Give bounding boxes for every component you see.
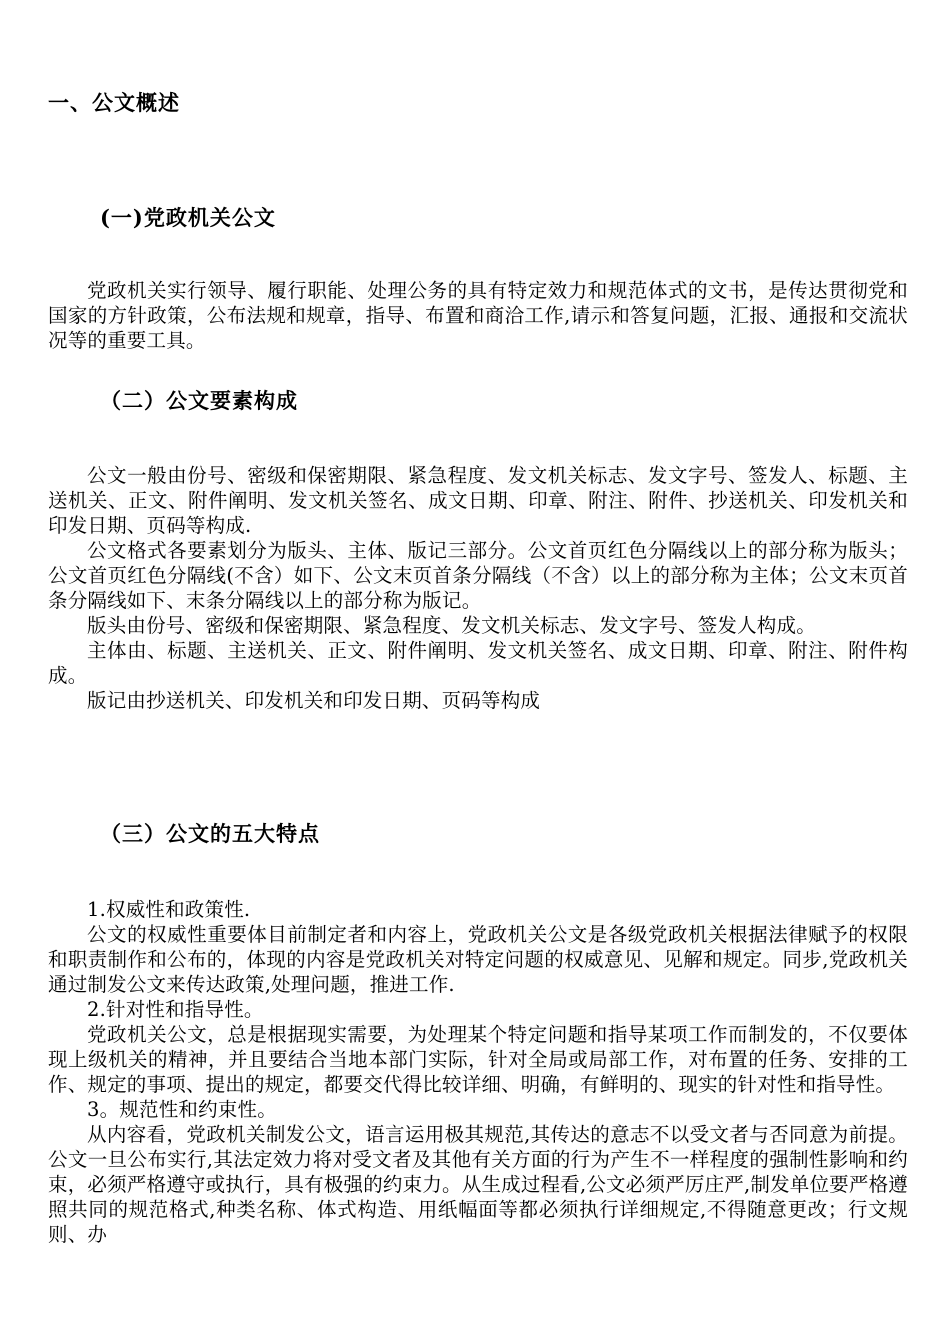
subsection-body-features [48, 897, 908, 1247]
paragraph: 1.权威性和政策性. [87, 898, 251, 921]
paragraph: 公文一般由份号、密级和保密期限、紧急程度、发文机关标志、发文字号、签发人、标题、主送机关、正文、附件阐明、发文机关签名、成文日期、印章、附注、附件、抄送机关、印发机关和印发日期、页码等构成. [48, 464, 908, 537]
subsection-title-elements: （二）公文要素构成 [100, 388, 298, 413]
paragraph: 公文格式各要素划分为版头、主体、版记三部分。公文首页红色分隔线以上的部分称为版头；公文首页红色分隔线(不含）如下、公文末页首条分隔线（不含）以上的部分称为主体；公文末页首条分隔线如下、末条分隔线以上的部分称为版记。 [48, 539, 908, 612]
section-title-overview: 一、公文概述 [48, 90, 180, 115]
paragraph: 版头由份号、密级和保密期限、紧急程度、发文机关标志、发文字号、签发人构成。 [87, 614, 816, 637]
subsection-title-features: （三）公文的五大特点 [100, 821, 320, 846]
subsection-body-elements [48, 463, 908, 713]
paragraph: 公文的权威性重要体目前制定者和内容上，党政机关公文是各级党政机关根据法律赋予的权限和职责制作和公布的，体现的内容是党政机关对特定问题的权威意见、见解和规定。同步,党政机关通过制发公文来传达政策,处理问题，推进工作. [48, 923, 908, 996]
paragraph: 主体由、标题、主送机关、正文、附件阐明、发文机关签名、成文日期、印章、附注、附件构成。 [48, 639, 908, 687]
paragraph: 从内容看，党政机关制发公文，语言运用极其规范,其传达的意志不以受文者与否同意为前提。公文一旦公布实行,其法定效力将对受文者及其他有关方面的行为产生不一样程度的强制性影响和约束，必须严格遵守或执行，具有极强的约束力。从生成过程看,公文必须严厉庄严,制发单位要严格遵照共同的规范格式,种类名称、体式构造、用纸幅面等都必须执行详细规定,不得随意更改；行文规则、办 [48, 1123, 908, 1246]
paragraph: 2.针对性和指导性。 [87, 998, 264, 1021]
subsection-title-party-documents: (一)党政机关公文 [100, 205, 276, 230]
paragraph: 党政机关公文，总是根据现实需要，为处理某个特定问题和指导某项工作而制发的，不仅要体现上级机关的精神，并且要结合当地本部门实际，针对全局或局部工作，对布置的任务、安排的工作、规定的事项、提出的规定，都要交代得比较详细、明确，有鲜明的、现实的针对性和指导性。 [48, 1023, 908, 1096]
paragraph: 3。规范性和约束性。 [87, 1098, 277, 1121]
subsection-body-party-documents [48, 278, 908, 353]
paragraph: 党政机关实行领导、履行职能、处理公务的具有特定效力和规范体式的文书，是传达贯彻党和国家的方针政策，公布法规和规章，指导、布置和商洽工作,请示和答复问题，汇报、通报和交流状况等的重要工具。 [48, 279, 908, 352]
paragraph: 版记由抄送机关、印发机关和印发日期、页码等构成 [87, 689, 541, 712]
